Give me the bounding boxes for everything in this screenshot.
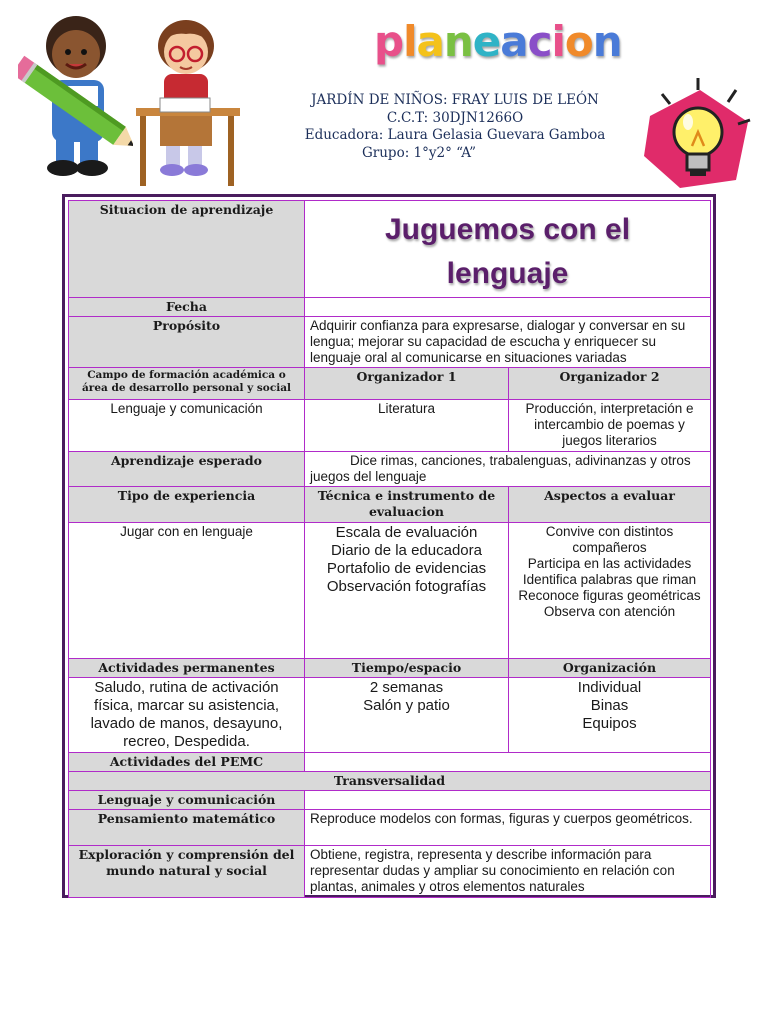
title-letter: l	[403, 17, 417, 66]
planning-table-frame	[62, 194, 716, 898]
tecnica-item: Diario de la educadora	[331, 542, 482, 559]
pensamiento-label: Pensamiento matemático	[69, 810, 305, 846]
fecha-label: Fecha	[69, 298, 305, 317]
organizador1-value: Literatura	[305, 400, 509, 452]
tipo-label: Tipo de experiencia	[69, 487, 305, 523]
title-letter: o	[564, 17, 593, 66]
situacion-label: Situacion de aprendizaje	[69, 201, 305, 298]
table-row	[69, 523, 711, 659]
planning-table	[68, 200, 711, 898]
situacion-title-line1: Juguemos con el	[384, 213, 631, 246]
tecnica-values	[305, 523, 509, 659]
title-letter: c	[527, 17, 552, 66]
title-letter: n	[592, 17, 622, 66]
tecnica-item: Portafolio de evidencias	[326, 560, 487, 577]
organizacion-item: Binas	[590, 697, 629, 714]
aprendizaje-value	[305, 452, 711, 487]
exploracion-value: Obtiene, registra, representa y describe información para representar dudas y ampliar su conocimiento en relación con plantas, animales y otros elementos naturales	[305, 846, 711, 898]
page-header	[0, 0, 768, 195]
lenguaje-value	[305, 791, 711, 810]
tiempo-item: 2 semanas	[369, 679, 444, 696]
table-row	[69, 846, 711, 898]
table-row	[69, 201, 711, 298]
aprendizaje-text: Dice rimas, canciones, trabalenguas, adivinanzas y otros juegos del lenguaje	[310, 453, 691, 484]
aprendizaje-label: Aprendizaje esperado	[69, 452, 305, 487]
proposito-label: Propósito	[69, 317, 305, 368]
educator-name: Educadora: Laura Gelasia Guevara Gamboa	[304, 127, 606, 143]
table-row	[69, 400, 711, 452]
table-row	[69, 487, 711, 523]
pemc-value	[305, 753, 711, 772]
campo-value: Lenguaje y comunicación	[69, 400, 305, 452]
tiempo-values	[305, 678, 509, 753]
table-row	[69, 810, 711, 846]
title-letter: a	[416, 17, 444, 66]
aspecto-item: Participa en las actividades	[527, 556, 692, 571]
title-letter: p	[374, 17, 404, 66]
lenguaje-label: Lenguaje y comunicación	[69, 791, 305, 810]
organizacion-item: Individual	[577, 679, 642, 696]
aspecto-item: Reconoce figuras geométricas	[518, 588, 701, 603]
lightbulb-icon	[640, 76, 755, 196]
tiempo-item: Salón y patio	[363, 697, 450, 714]
group-name: Grupo: 1°y2° “A”	[362, 144, 476, 161]
aspectos-values	[509, 523, 711, 659]
tecnica-item: Observación fotografías	[326, 578, 487, 595]
organizador2-label: Organizador 2	[509, 368, 711, 400]
aspecto-item: Identifica palabras que riman	[522, 572, 697, 587]
boy-with-pencil-illustration	[18, 8, 133, 183]
tecnica-item: Escala de evaluación	[335, 524, 478, 541]
title-letter: n	[443, 17, 473, 66]
tiempo-label: Tiempo/espacio	[305, 659, 509, 678]
pemc-label: Actividades del PEMC	[69, 753, 305, 772]
situacion-title-line2: lenguaje	[446, 257, 569, 290]
table-row	[69, 753, 711, 772]
aspecto-item: Convive con distintos compañeros	[545, 524, 674, 555]
proposito-value: Adquirir confianza para expresarse, dialogar y conversar en su lengua; mejorar su capacidad de escucha y enriquecer su lenguaje oral al comunicarse en situaciones variadas	[305, 317, 711, 368]
table-row	[69, 791, 711, 810]
girl-at-desk-illustration	[130, 12, 245, 192]
pensamiento-value: Reproduce modelos con formas, figuras y cuerpos geométricos.	[305, 810, 711, 846]
table-row	[69, 452, 711, 487]
transversalidad-label: Transversalidad	[69, 772, 711, 791]
exploracion-label: Exploración y comprensión del mundo natural y social	[69, 846, 305, 898]
table-row	[69, 368, 711, 400]
fecha-value	[305, 298, 711, 317]
title-letter: i	[551, 17, 565, 66]
school-name: JARDÍN DE NIÑOS: FRAY LUIS DE LEÓN	[311, 92, 599, 108]
app-title	[374, 14, 622, 70]
tecnica-label: Técnica e instrumento de evaluacion	[305, 487, 509, 523]
table-row	[69, 659, 711, 678]
actividades-value: Saludo, rutina de activación física, marcar su asistencia, lavado de manos, desayuno, recreo, Despedida.	[69, 678, 305, 753]
campo-label: Campo de formación académica o área de desarrollo personal y social	[69, 368, 305, 400]
school-info	[300, 92, 610, 162]
table-row	[69, 772, 711, 791]
organizador1-label: Organizador 1	[305, 368, 509, 400]
title-letter: a	[500, 17, 528, 66]
title-letter: e	[472, 17, 501, 66]
tipo-value: Jugar con en lenguaje	[69, 523, 305, 659]
organizacion-label: Organización	[509, 659, 711, 678]
organizacion-values	[509, 678, 711, 753]
organizacion-item: Equipos	[582, 715, 637, 732]
table-row	[69, 317, 711, 368]
aspectos-label: Aspectos a evaluar	[509, 487, 711, 523]
actividades-label: Actividades permanentes	[69, 659, 305, 678]
school-cct: C.C.T: 30DJN1266O	[386, 109, 524, 126]
organizador2-value: Producción, interpretación e intercambio de poemas y juegos literarios	[509, 400, 711, 452]
situacion-value	[305, 201, 711, 298]
table-row	[69, 678, 711, 753]
aspecto-item: Observa con atención	[543, 604, 676, 619]
table-row	[69, 298, 711, 317]
